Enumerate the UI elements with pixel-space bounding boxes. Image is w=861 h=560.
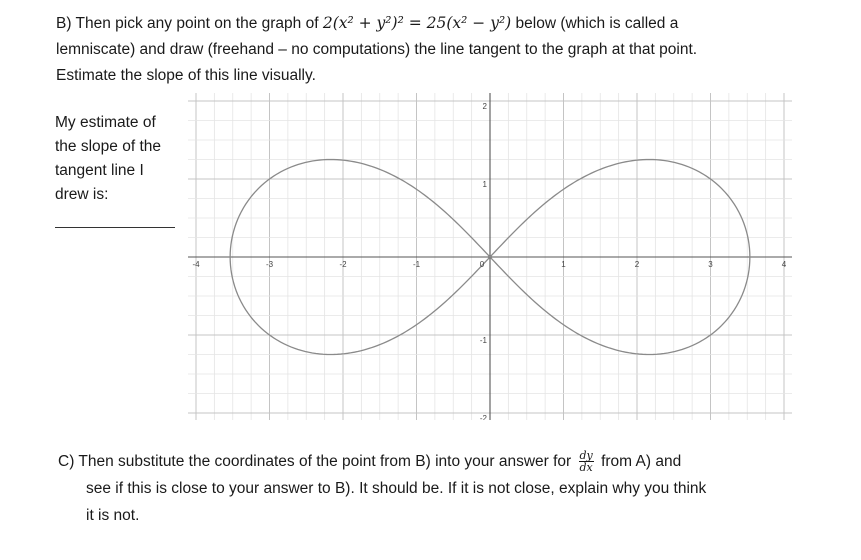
slope-label-line-2: the slope of the [55, 138, 161, 155]
y-tick-label: 1 [482, 180, 487, 189]
lemniscate-equation: 2(x² + y²)² = 25(x² − y²) [322, 14, 512, 32]
part-c-line-1 [58, 448, 838, 475]
fraction-denominator: dx [579, 461, 593, 475]
part-b-line-2: lemniscate) and draw (freehand – no computations) the line tangent to the graph at that point. [56, 41, 698, 58]
y-tick-label: -2 [479, 414, 487, 420]
part-b-intro: B) Then pick any point on the graph of [56, 15, 323, 32]
x-tick-label: 0 [479, 260, 485, 269]
fraction-numerator: dy [579, 449, 593, 463]
dy-dx-fraction [579, 450, 594, 473]
y-tick-label: 2 [482, 102, 487, 111]
slope-label-line-3: tangent line I [55, 162, 144, 179]
x-tick-label: 4 [781, 260, 787, 269]
part-c-after-fraction: from A) and [596, 453, 682, 470]
slope-estimate-label [55, 111, 180, 207]
slope-answer-blank[interactable] [55, 227, 175, 228]
x-tick-label: -2 [339, 260, 347, 269]
lemniscate-graph [185, 90, 795, 420]
part-b-line-1 [56, 10, 846, 37]
part-c-intro: C) Then substitute the coordinates of the point from B) into your answer for [58, 453, 576, 470]
x-tick-label: 3 [708, 260, 713, 269]
x-tick-label: 1 [561, 260, 566, 269]
part-c-line-3: it is not. [86, 507, 140, 524]
x-tick-label: -3 [265, 260, 274, 269]
x-tick-label: -4 [192, 260, 200, 269]
part-c-line-2: see if this is close to your answer to B). It should be. If it is not close, explain why you think [86, 480, 707, 497]
slope-label-line-1: My estimate of [55, 114, 156, 131]
part-b-question [56, 10, 846, 89]
x-tick-label: 2 [634, 260, 640, 269]
slope-label-line-4: drew is: [55, 186, 109, 203]
part-c-question [58, 448, 838, 529]
x-tick-label: -1 [412, 260, 421, 269]
part-b-line-3: Estimate the slope of this line visually. [56, 67, 316, 84]
y-tick-label: -1 [479, 336, 487, 345]
part-b-below-text: below (which is called a [511, 15, 679, 32]
